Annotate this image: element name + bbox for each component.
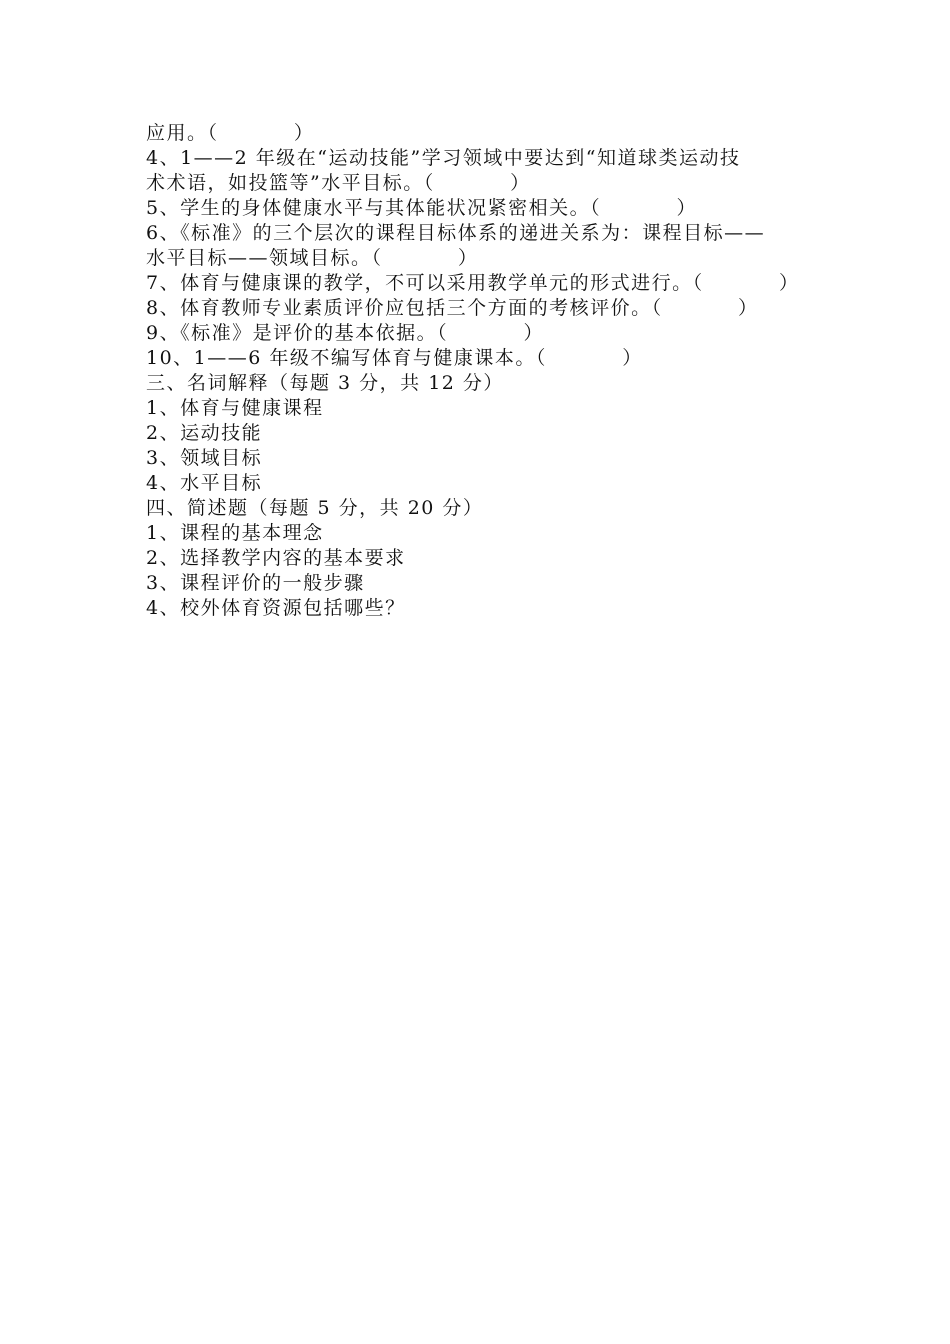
text-line: 7、体育与健康课的教学，不可以采用教学单元的形式进行。（ ） [146, 272, 800, 294]
text-line: 4、1——2 年级在“运动技能”学习领域中要达到“知道球类运动技 [146, 147, 741, 169]
text-line: 应用。（ ） [146, 122, 315, 144]
text-line: 2、运动技能 [146, 422, 263, 444]
text-line: 1、课程的基本理念 [146, 522, 324, 544]
text-line: 3、领域目标 [146, 447, 263, 469]
section-heading: 三、名词解释（每题 3 分，共 12 分） [146, 372, 504, 394]
text-line: 10、1——6 年级不编写体育与健康课本。（ ） [146, 347, 643, 369]
text-line: 1、体育与健康课程 [146, 397, 324, 419]
text-line: 术术语，如投篮等”水平目标。（ ） [146, 172, 531, 194]
text-line: 6、《标准》的三个层次的课程目标体系的递进关系为：课程目标—— [146, 222, 766, 244]
section-heading: 四、简述题（每题 5 分，共 20 分） [146, 497, 484, 519]
text-line: 5、学生的身体健康水平与其体能状况紧密相关。（ ） [146, 197, 697, 219]
text-line: 2、选择教学内容的基本要求 [146, 547, 406, 569]
text-line: 水平目标——领域目标。（ ） [146, 247, 479, 269]
text-line: 8、体育教师专业素质评价应包括三个方面的考核评价。（ ） [146, 297, 759, 319]
text-line: 3、课程评价的一般步骤 [146, 572, 365, 594]
text-line: 9、《标准》是评价的基本依据。（ ） [146, 322, 544, 344]
text-line: 4、校外体育资源包括哪些？ [146, 597, 406, 619]
document-body [146, 121, 810, 621]
text-line: 4、水平目标 [146, 472, 263, 494]
